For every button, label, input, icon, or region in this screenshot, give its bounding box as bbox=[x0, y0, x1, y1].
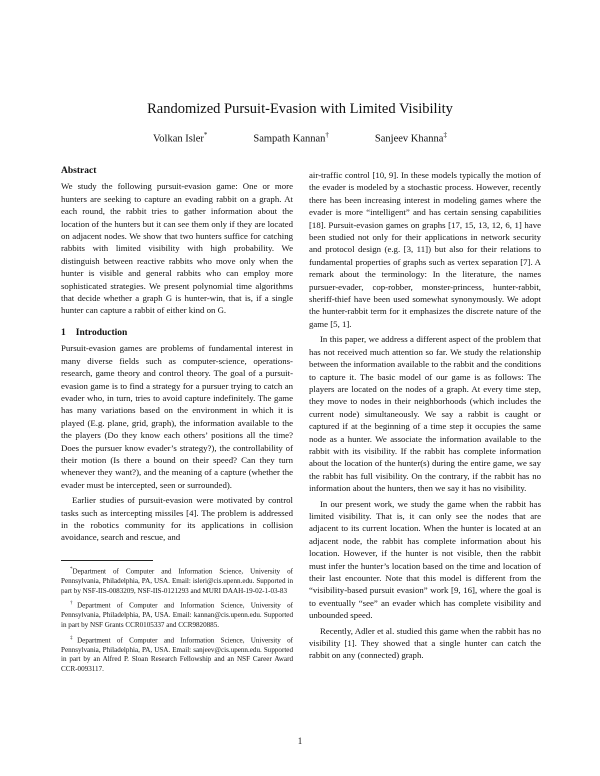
intro-paragraph: In this paper, we address a different aspect of the problem that has not received much attention so far. We study the relationship between the information available to the rabbit and the conditions to capture it. The basic model of our game is as follows: The players are located on the nodes of a graph. At every time step, they move to nodes in their neighborhoods (which includes the current node) simultaneously. We say a rabbit is caught or captured if at the beginning of a time step it occupies the same node as a hunter. We associate the information available to the rabbit with its visibility. If the rabbit has complete information about the location of the hunter(s) during the entire game, we say the rabbit has full visibility. On the contrary, if the rabbit has no information about the hunters, then we say it has no visibility. bbox=[309, 334, 541, 494]
author bbox=[153, 131, 207, 145]
intro-paragraph: air-traffic control [10, 9]. In these models typically the motion of the evader is modeled by a stochastic process. However, recently there has been increasing interest in modeling games where the evader is more “intelligent” and has certain sensing capabilities [18]. Pursuit-evasion games on graphs [17, 15, 13, 12, 6, 1] have been studied not only for their applications in network security and protocol design (e.g. [3, 11]) but also for their relations to fundamental properties of graphs such as vertex separation [7]. A remark about the terminology: In the literature, the names pursuer-evader, cop-robber, monster-princess, hunter-rabbit, sheriff-thief have been used somewhat synonymously. We adopt the hunter-rabbit term for it emphasizes the discrete nature of the game [5, 1]. bbox=[309, 170, 541, 329]
page-number: 1 bbox=[297, 736, 303, 746]
section-title: Introduction bbox=[75, 327, 128, 338]
footnote bbox=[61, 565, 293, 597]
footnote-text: Department of Computer and Information Science, University of Pennsylvania, Philadelphia, PA, USA. Email: sanjeev@cis.upenn.edu. Supported in part by an Alfred P. Sloan Research Fellowship and an NSF Career Award CCR-0093117. bbox=[61, 635, 293, 674]
abstract-text: We study the following pursuit-evasion game: One or more hunters are seeking to capture an evading rabbit on a graph. At each round, the rabbit tries to gather information about the location of the hunters but it can see them only if they are located on adjacent nodes. We show that two hunters suffice for catching rabbits with limited visibility with high probability. We distinguish between reactive rabbits who move only when the hunter is visible and general rabbits who can employ more sophisticated strategies. We present polynomial time algorithms that decide whether a graph G is hunter-win, that is, if a single hunter can capture a rabbit of either kind on G. bbox=[61, 181, 293, 316]
paper-title: Randomized Pursuit-Evasion with Limited Visibility bbox=[147, 101, 453, 117]
intro-paragraph: Recently, Adler et al. studied this game when the rabbit has no visibility [1]. They showed that a single hunter can catch the rabbit on any (connected) graph. bbox=[309, 625, 541, 661]
left-column bbox=[61, 165, 293, 544]
footnote-rule bbox=[61, 560, 153, 561]
author bbox=[375, 131, 447, 145]
author bbox=[253, 131, 329, 145]
author-name: Sanjeev Khanna bbox=[374, 133, 444, 145]
section-number: 1 bbox=[61, 327, 66, 338]
footnote bbox=[61, 634, 293, 676]
author-mark: * bbox=[203, 131, 208, 139]
intro-paragraph: In our present work, we study the game when the rabbit has limited visibility. That is, it can only see the nodes that are adjacent to its current location. When the hunter is located at an adjacent node, the rabbit has complete information about his location. However, if the hunter is not visible, then the rabbit must infer the hunter’s location based on the time and location of their last encounter. Note that this model is different from the “visibility-based pursuit evasion” work [9, 16], where the goal is to eventually “see” an evader which has complete visibility and unbounded speed. bbox=[309, 498, 541, 621]
abstract-heading: Abstract bbox=[61, 166, 97, 176]
footnotes bbox=[61, 565, 293, 678]
footnote-mark: † bbox=[70, 601, 78, 607]
footnote-text: Department of Computer and Information Science, University of Pennsylvania, Philadelphia, PA, USA. Email: kannan@cis.upenn.edu. Supported in part by NSF Grants CCR0105337 and CCR9820885. bbox=[61, 601, 293, 630]
footnote-mark: * bbox=[70, 567, 73, 572]
intro-paragraph: Earlier studies of pursuit-evasion were motivated by control tasks such as intercepting missiles [4]. The problem is addressed in the robotics community for its applications in collision avoidance, search and rescue, and bbox=[61, 495, 293, 543]
footnote-mark: ‡ bbox=[70, 635, 78, 641]
right-column bbox=[309, 169, 541, 662]
section-heading bbox=[61, 327, 293, 339]
footnote bbox=[61, 599, 293, 631]
author-name: Volkan Isler bbox=[153, 133, 204, 145]
author-mark: † bbox=[325, 131, 329, 139]
footnote-text: Department of Computer and Information Science, University of Pennsylvania, Philadelphia, PA, USA. Email: isleri@cis.upenn.edu. Supported in part by NSF-IIS-0083209, NSF-IIS-0121293 and MURI DAAH-19-02-1-03-83 bbox=[61, 567, 293, 595]
author-list bbox=[0, 131, 600, 145]
intro-paragraph: Pursuit-evasion games are problems of fundamental interest in many diverse fields such as computer-science, operations-research, game theory and control theory. The goal of a pursuit-evasion game is to find a strategy for a pursuer trying to catch an evader who, in turn, tries to avoid capture indefinitely. The game has many variations based on the environment in which it is played (E.g. plane, grid, graph), the information available to the the players (Do they know each others’ positions all the time? Does the pursuer know evader’s strategy?), the controllability of their motion (Is there a bound on their speed? Can they turn whenever they want?), and the meaning of a capture (whether the evader must be intercepted, seen or surrounded). bbox=[61, 343, 293, 490]
author-mark: ‡ bbox=[443, 131, 447, 139]
author-name: Sampath Kannan bbox=[253, 133, 326, 145]
